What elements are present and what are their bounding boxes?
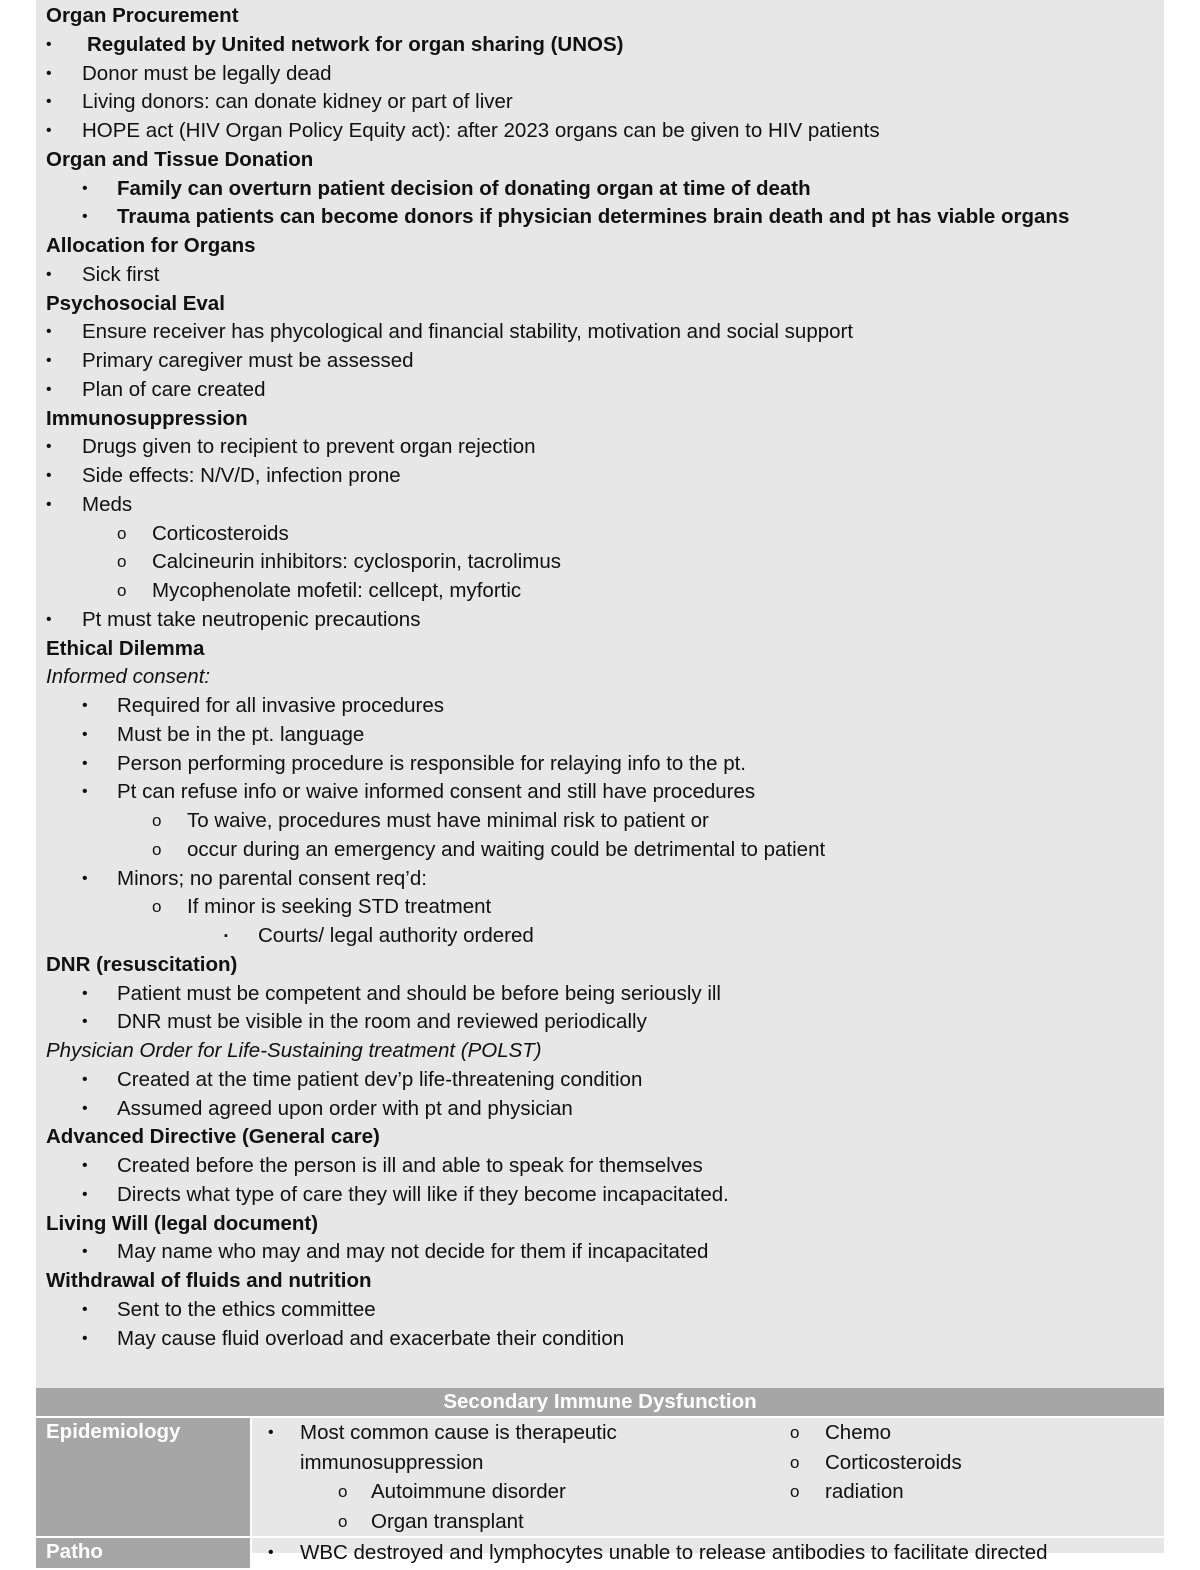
row-content <box>254 1418 1164 1536</box>
circle-bullet-icon: o <box>338 1511 348 1531</box>
list-item-text: Sick first <box>82 262 160 286</box>
list-item-text: May name who may and may not decide for them if incapacitated <box>117 1240 709 1264</box>
list-item <box>46 606 1156 635</box>
bullet-icon: • <box>82 869 88 887</box>
list-item-text: Plan of care created <box>82 377 266 401</box>
list-item <box>46 1325 1156 1354</box>
list-item <box>46 836 1156 865</box>
circle-bullet-icon: o <box>152 839 162 859</box>
list-item-text: WBC destroyed and lymphocytes unable to release antibodies to facilitate directed <box>300 1541 1048 1564</box>
list-item-text: Family can overturn patient decision of donating organ at time of death <box>117 176 811 200</box>
circle-bullet-icon: o <box>152 897 162 917</box>
circle-bullet-icon: o <box>790 1423 800 1442</box>
bullet-icon: • <box>82 179 88 197</box>
list-item <box>46 1095 1156 1124</box>
square-bullet-icon: ▪ <box>224 930 228 942</box>
list-item-text: Trauma patients can become donors if physician determines brain death and pt has viable organs <box>117 205 1070 229</box>
list-item-text: Regulated by United network for organ sharing (UNOS) <box>87 32 624 56</box>
list-item-text: Pt must take neutropenic precautions <box>82 607 421 631</box>
list-item <box>46 462 1156 491</box>
list-item <box>46 1066 1156 1095</box>
list-item-text: Required for all invasive procedures <box>117 694 445 717</box>
list-item <box>46 1008 1156 1037</box>
circle-bullet-icon: o <box>790 1452 800 1472</box>
list-item <box>46 778 1156 807</box>
list-item <box>46 1181 1156 1210</box>
section-heading: Psychosocial Eval <box>46 291 225 315</box>
section-heading: Organ and Tissue Donation <box>46 147 314 171</box>
list-item-text: Person performing procedure is responsible for relaying info to the pt. <box>117 751 747 775</box>
list-item <box>46 1296 1156 1325</box>
list-item-text: HOPE act (HIV Organ Policy Equity act): after 2023 organs can be given to HIV patients <box>82 119 880 142</box>
list-item-text: May cause fluid overload and exacerbate their condition <box>117 1326 625 1350</box>
list-item-text: Ensure receiver has phycological and financial stability, motivation and social support <box>82 320 854 344</box>
bullet-icon: • <box>46 35 52 53</box>
list-item <box>46 318 1156 347</box>
notes-list <box>46 2 1156 1353</box>
bullet-icon: • <box>268 1424 274 1441</box>
bullet-icon: • <box>46 380 52 398</box>
list-item <box>46 491 1156 520</box>
bullet-icon: • <box>82 1329 88 1347</box>
list-item-text: Donor must be legally dead <box>82 61 332 85</box>
list-item <box>46 433 1156 462</box>
list-item-text: Drugs given to recipient to prevent organ rejection <box>82 435 536 459</box>
circle-bullet-icon: o <box>152 811 162 830</box>
list-item <box>46 922 1156 951</box>
bullet-icon: • <box>82 208 88 226</box>
list-item <box>790 1448 1140 1478</box>
section-heading: Immunosuppression <box>46 406 248 430</box>
list-item-text: occur during an emergency and waiting could be detrimental to patient <box>187 837 826 861</box>
bullet-icon: • <box>46 265 52 283</box>
list-item-text: Minors; no parental consent req’d: <box>117 866 427 890</box>
list-item <box>46 261 1156 290</box>
bullet-icon: • <box>82 1300 88 1318</box>
bullet-icon: • <box>46 93 52 111</box>
list-item <box>46 347 1156 376</box>
section-heading: Living Will (legal document) <box>46 1211 319 1235</box>
subheading: Informed consent: <box>46 665 211 689</box>
bullet-icon: • <box>82 1099 88 1117</box>
list-item-text: Chemo <box>825 1421 892 1444</box>
list-item-text: To waive, procedures must have minimal risk to patient or <box>187 809 709 832</box>
secondary-immune-dysfunction-table <box>36 1388 1164 1570</box>
list-item <box>46 1152 1156 1181</box>
list-item-text: Corticosteroids <box>825 1450 962 1474</box>
circle-bullet-icon: o <box>790 1482 800 1501</box>
list-item-text: Must be in the pt. language <box>117 722 365 746</box>
section-heading: Allocation for Organs <box>46 234 256 257</box>
subheading: Physician Order for Life-Sustaining treatment (POLST) <box>46 1039 542 1062</box>
section-heading: DNR (resuscitation) <box>46 952 238 976</box>
bullet-icon: • <box>46 352 52 369</box>
list-item-text: Organ transplant <box>371 1509 524 1533</box>
bullet-icon: • <box>46 610 52 628</box>
row-label: Patho <box>36 1538 252 1568</box>
bullet-icon: • <box>46 467 52 484</box>
list-item <box>790 1418 1140 1448</box>
bullet-icon: • <box>82 725 88 743</box>
bullet-icon: • <box>46 323 52 341</box>
bullet-icon: • <box>82 1013 88 1031</box>
list-item <box>46 980 1156 1009</box>
list-item <box>46 520 1156 549</box>
bullet-icon: • <box>82 1243 88 1261</box>
list-item <box>46 807 1156 836</box>
list-item <box>254 1507 1164 1537</box>
bullet-icon: • <box>46 495 52 513</box>
list-item <box>46 548 1156 577</box>
list-item-text: Patient must be competent and should be before being seriously ill <box>117 981 721 1005</box>
list-item <box>46 31 1156 60</box>
list-item-text: If minor is seeking STD treatment <box>187 895 492 919</box>
list-item <box>46 577 1156 606</box>
list-item <box>46 175 1156 204</box>
list-item <box>46 692 1156 721</box>
bullet-icon: • <box>82 783 88 801</box>
section-heading: Withdrawal of fluids and nutrition <box>46 1269 372 1292</box>
list-item-text: Most common cause is therapeutic <box>300 1421 617 1444</box>
right-column <box>790 1418 1140 1507</box>
circle-bullet-icon: o <box>338 1482 348 1501</box>
table-row <box>36 1538 1164 1570</box>
list-item <box>46 376 1156 405</box>
bullet-icon: • <box>46 64 52 82</box>
list-item-text: Meds <box>82 492 133 516</box>
circle-bullet-icon: o <box>117 552 127 572</box>
list-item-text: Mycophenolate mofetil: cellcept, myfortic <box>152 579 522 602</box>
list-item <box>46 750 1156 779</box>
list-item-text: Directs what type of care they will like if they become incapacitated. <box>117 1182 729 1206</box>
bullet-icon: • <box>82 697 88 714</box>
list-item-text: immunosuppression <box>300 1450 484 1474</box>
bullet-icon: • <box>82 754 88 772</box>
table-title: Secondary Immune Dysfunction <box>36 1388 1164 1418</box>
list-item <box>790 1477 1140 1507</box>
list-item-text: radiation <box>825 1480 904 1503</box>
bullet-icon: • <box>82 1157 88 1174</box>
row-label: Epidemiology <box>36 1418 252 1536</box>
list-item-text: Sent to the ethics committee <box>117 1297 376 1321</box>
circle-bullet-icon: o <box>117 523 127 543</box>
list-item-text: DNR must be visible in the room and reviewed periodically <box>117 1010 647 1034</box>
bullet-icon: • <box>46 122 52 139</box>
section-heading: Organ Procurement <box>46 4 239 27</box>
bullet-icon: • <box>268 1544 274 1561</box>
list-item <box>46 88 1156 117</box>
bullet-icon: • <box>82 1185 88 1203</box>
list-item <box>46 60 1156 89</box>
list-item <box>46 721 1156 750</box>
document-page <box>36 0 1164 1564</box>
bullet-icon: • <box>46 438 52 456</box>
list-item-text: Side effects: N/V/D, infection prone <box>82 464 401 487</box>
section-heading: Ethical Dilemma <box>46 636 205 660</box>
list-item-text: Corticosteroids <box>152 521 289 545</box>
list-item-text: Pt can refuse info or waive informed consent and still have procedures <box>117 780 756 804</box>
list-item-text: Autoimmune disorder <box>371 1480 566 1503</box>
list-item-text: Courts/ legal authority ordered <box>258 924 534 947</box>
bullet-icon: • <box>82 1070 88 1088</box>
list-item <box>46 1238 1156 1267</box>
list-item <box>46 203 1156 232</box>
list-item-text: Created before the person is ill and able to speak for themselves <box>117 1154 703 1177</box>
list-item <box>46 117 1156 146</box>
list-item-text: Assumed agreed upon order with pt and physician <box>117 1096 573 1120</box>
list-item-text: Calcineurin inhibitors: cyclosporin, tacrolimus <box>152 550 562 574</box>
table-row <box>36 1418 1164 1538</box>
circle-bullet-icon: o <box>117 581 127 600</box>
list-item-text: Primary caregiver must be assessed <box>82 349 414 372</box>
list-item-text: Living donors: can donate kidney or part of liver <box>82 90 513 114</box>
bullet-icon: • <box>82 984 88 1002</box>
list-item-text: Created at the time patient dev’p life-threatening condition <box>117 1067 643 1091</box>
list-item <box>46 865 1156 894</box>
section-heading: Advanced Directive (General care) <box>46 1125 380 1149</box>
list-item <box>46 893 1156 922</box>
